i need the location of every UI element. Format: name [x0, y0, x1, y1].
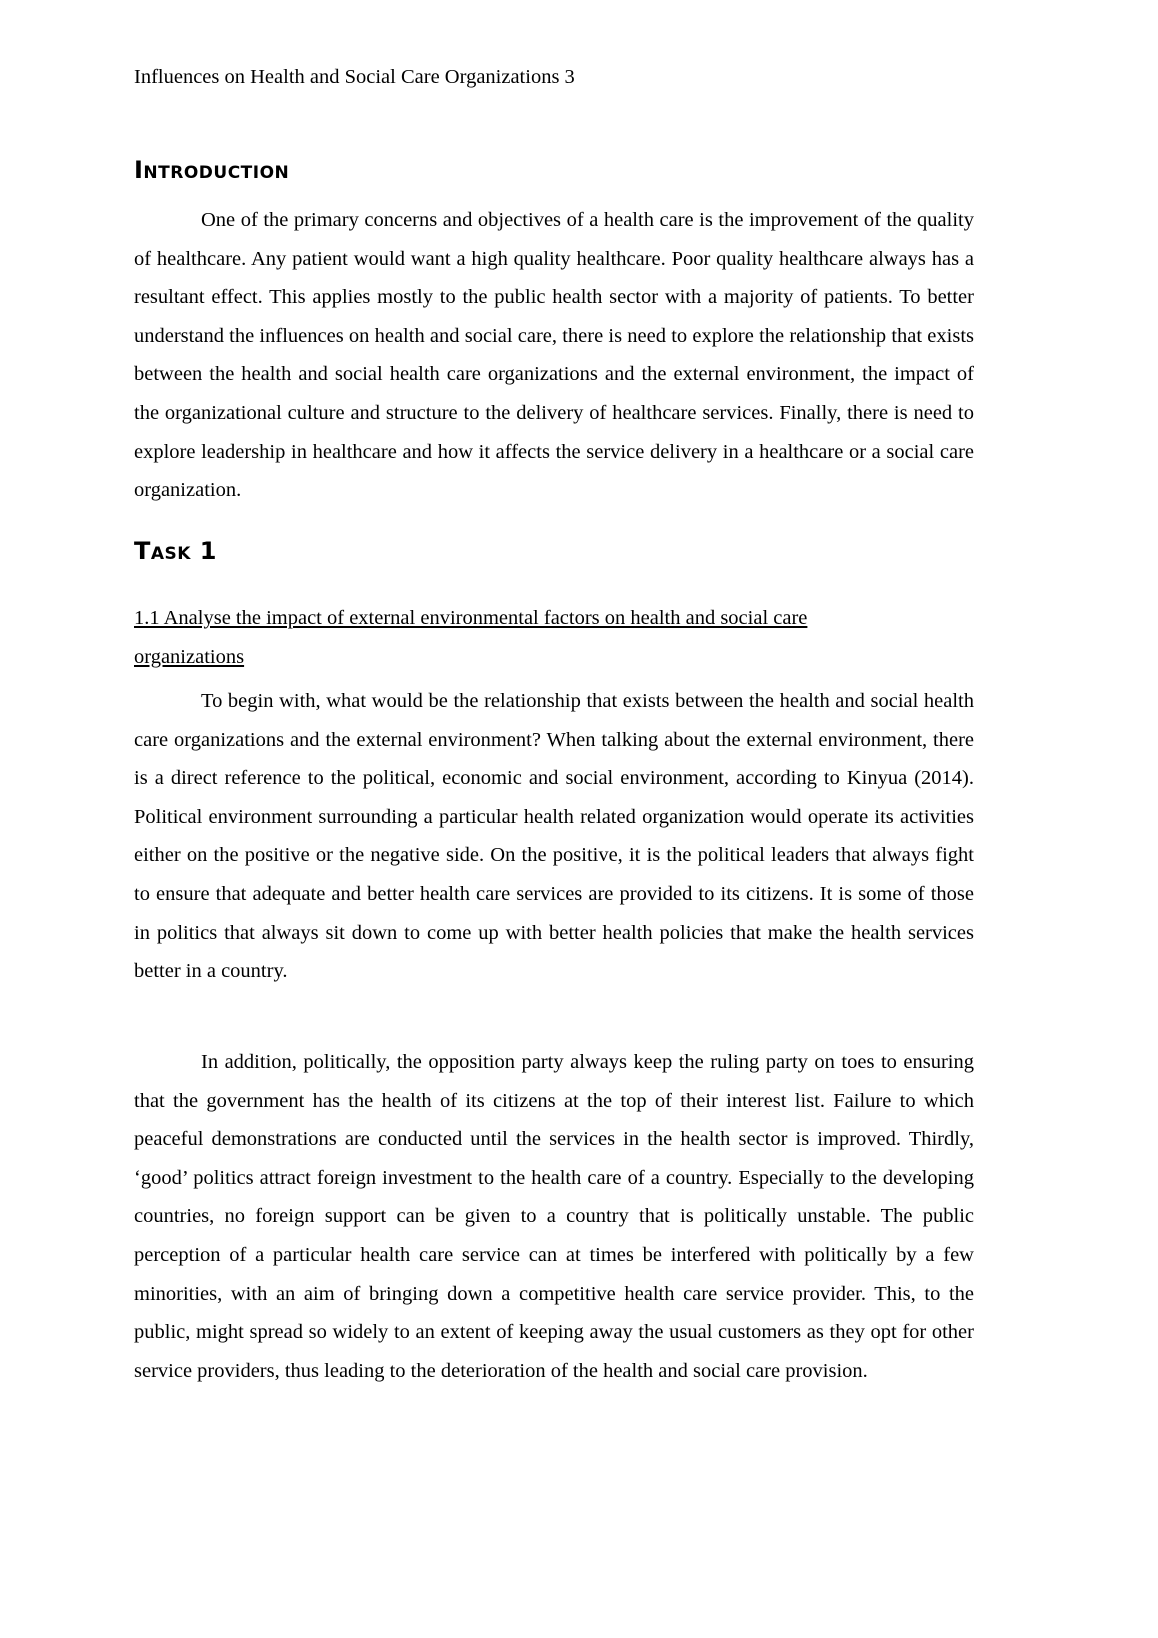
intro-paragraph: One of the primary concerns and objectives of a health care is the improvement of the quality of healthcare. Any patient would want a high quality healthcare. Poor quality healthcare always has a resultant effect. This applies mostly to the public health sector with a majority of patients. To better understand the influences on health and social care, there is need to explore the relationship that exists between the health and social health care organizations and the external environment, the impact of the organizational culture and structure to the delivery of healthcare services. Finally, there is need to explore leadership in healthcare and how it affects the service delivery in a healthcare or a social care organization.: [134, 209, 974, 502]
subheading-1-1: 1.1 Analyse the impact of external environmental factors on health and social care organizations: [134, 607, 808, 668]
task1-paragraph-2: In addition, politically, the opposition party always keep the ruling party on toes to ensuring that the government has the health of its citizens at the top of their interest list. Failure to which peaceful demonstrations are conducted until the services in the health sector is improved. Thirdly, ‘good’ politics attract foreign investment to the health care of a country. Especially to the developing countries, no foreign support can be given to a country that is politically unstable. The public perception of a particular health care service can at times be interfered with politically by a few minorities, with an aim of bringing down a competitive health care service provider. This, to the public, might spread so widely to an extent of keeping away the usual customers as they opt for other service providers, thus leading to the deterioration of the health and social care provision.: [134, 1051, 974, 1382]
heading-task-1: Task 1: [134, 537, 217, 565]
heading-introduction: Introduction: [134, 156, 290, 184]
running-header: Influences on Health and Social Care Organizations 3: [134, 66, 575, 88]
task1-paragraph-1: To begin with, what would be the relationship that exists between the health and social health care organizations and the external environment? When talking about the external environment, there is a direct reference to the political, economic and social environment, according to Kinyua (2014). Political environment surrounding a particular health related organization would operate its activities either on the positive or the negative side. On the positive, it is the political leaders that always fight to ensure that adequate and better health care services are provided to its citizens. It is some of those in politics that always sit down to come up with better health policies that make the health services better in a country.: [134, 690, 974, 983]
